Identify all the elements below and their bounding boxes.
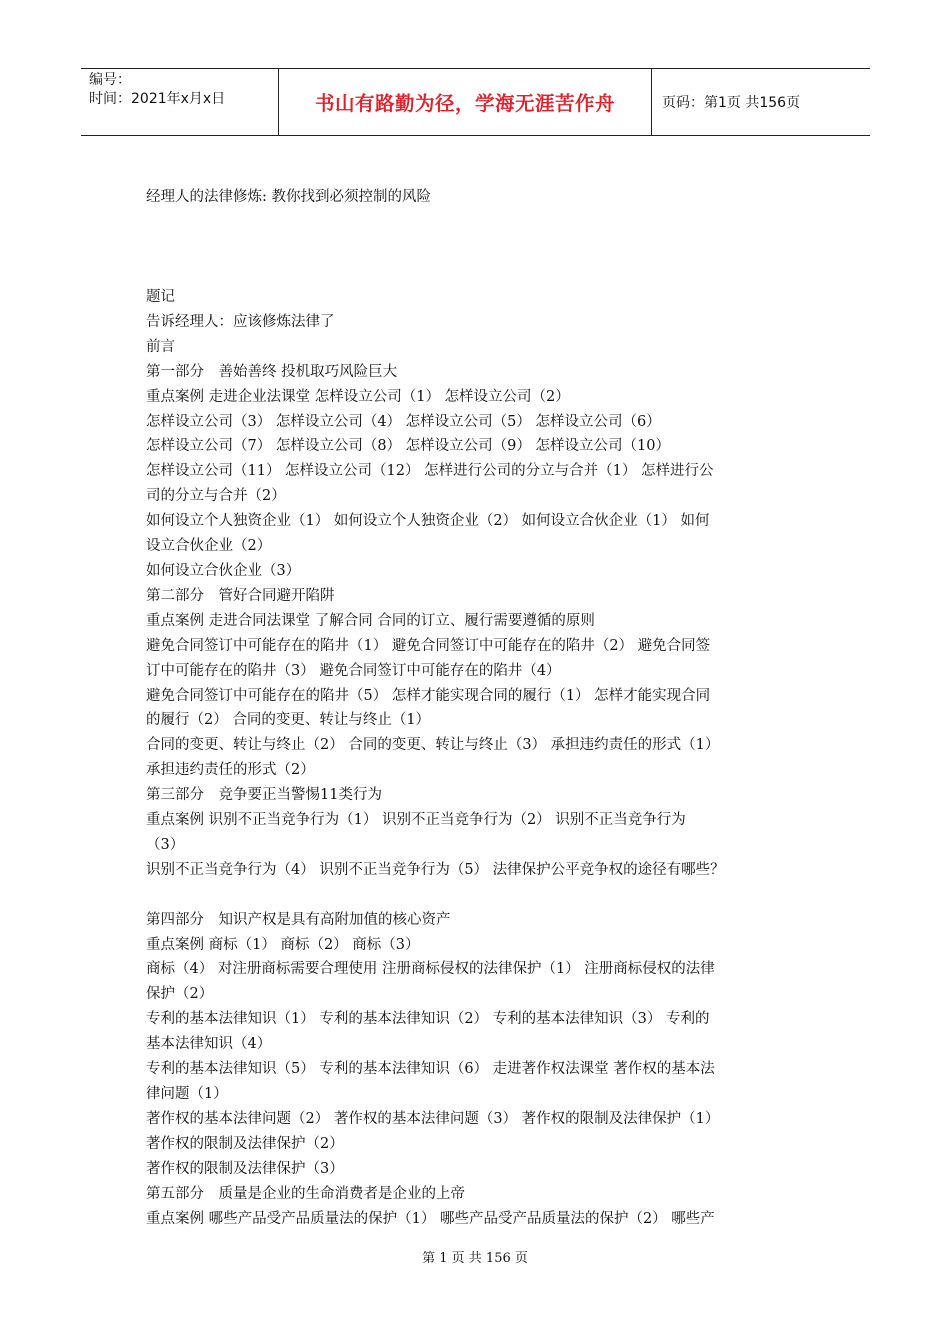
text-line: 著作权的基本法律问题（2） 著作权的基本法律问题（3） 著作权的限制及法律保护（1） — [146, 1110, 720, 1127]
text-line: 订中可能存在的陷井（3） 避免合同签订中可能存在的陷井（4） — [146, 662, 561, 679]
text-line: 专利的基本法律知识（1） 专利的基本法律知识（2） 专利的基本法律知识（3） 专利的 — [146, 1011, 710, 1028]
text-line: 律问题（1） — [146, 1085, 228, 1102]
document-title: 经理人的法律修炼: 教你找到必须控制的风险 — [146, 189, 431, 205]
text-line: 保护（2） — [146, 986, 214, 1003]
text-line: 合同的变更、转让与终止（2） 合同的变更、转让与终止（3） 承担违约责任的形式（1） — [146, 737, 720, 754]
text-line: 识别不正当竞争行为（4） 识别不正当竞争行为（5） 法律保护公平竞争权的途径有哪些？ — [146, 861, 725, 878]
text-line: 重点案例 识别不正当竞争行为（1） 识别不正当竞争行为（2） 识别不正当竞争行为 — [146, 812, 686, 829]
header-motto: 书山有路勤为径，学海无涯苦作舟 — [279, 69, 652, 135]
text-line: 重点案例 走进企业法课堂 怎样设立公司（1） 怎样设立公司（2） — [146, 388, 570, 405]
text-line: 第三部分 竞争要正当警惕11类行为 — [146, 787, 382, 804]
text-line: 第五部分 质量是企业的生命消费者是企业的上帝 — [146, 1185, 465, 1202]
text-line: 怎样设立公司（7） 怎样设立公司（8） 怎样设立公司（9） 怎样设立公司（10） — [146, 438, 670, 455]
text-line: 怎样设立公司（3） 怎样设立公司（4） 怎样设立公司（5） 怎样设立公司（6） — [146, 413, 661, 430]
document-body — [146, 285, 816, 1231]
header-page-info: 页码：第1页 共156页 — [662, 95, 801, 111]
header-meta — [81, 69, 279, 135]
text-line: 基本法律知识（4） — [146, 1036, 272, 1053]
text-line: 第二部分 管好合同避开陷阱 — [146, 587, 335, 604]
text-line: 著作权的限制及法律保护（3） — [146, 1160, 344, 1177]
text-line: 承担违约责任的形式（2） — [146, 762, 315, 779]
text-line: 告诉经理人：应该修炼法律了 — [146, 313, 335, 330]
text-line: 第一部分 善始善终 投机取巧风险巨大 — [146, 363, 398, 380]
text-line: 如何设立个人独资企业（1） 如何设立个人独资企业（2） 如何设立合伙企业（1） 如何 — [146, 513, 710, 530]
text-line: 题记 — [146, 289, 175, 305]
page-footer: 第 1 页 共 156 页 — [422, 1251, 528, 1266]
text-line: 的履行（2） 合同的变更、转让与终止（1） — [146, 712, 431, 729]
number-label: 编号： — [89, 72, 131, 88]
text-line: 第四部分 知识产权是具有高附加值的核心资产 — [146, 911, 451, 928]
text-line: 重点案例 商标（1） 商标（2） 商标（3） — [146, 936, 420, 953]
text-line: 司的分立与合并（2） — [146, 488, 286, 505]
text-line: 商标（4） 对注册商标需要合理使用 注册商标侵权的法律保护（1） 注册商标侵权的法律 — [146, 961, 715, 978]
text-line: 设立合伙企业（2） — [146, 538, 272, 555]
date-label: 时间：2021年x月x日 — [89, 91, 226, 107]
text-line: （3） — [146, 836, 185, 853]
text-line: 前言 — [146, 338, 175, 355]
text-line: 著作权的限制及法律保护（2） — [146, 1135, 344, 1152]
blank-line — [146, 883, 816, 908]
text-line: 重点案例 哪些产品受产品质量法的保护（1） 哪些产品受产品质量法的保护（2） 哪些产 — [146, 1210, 715, 1227]
page-header — [81, 68, 870, 136]
text-line: 专利的基本法律知识（5） 专利的基本法律知识（6） 走进著作权法课堂 著作权的基本法 — [146, 1061, 715, 1078]
text-line: 重点案例 走进合同法课堂 了解合同 合同的订立、履行需要遵循的原则 — [146, 612, 595, 629]
text-line: 如何设立合伙企业（3） — [146, 562, 301, 579]
text-line: 避免合同签订中可能存在的陷井（1） 避免合同签订中可能存在的陷井（2） 避免合同签 — [146, 637, 711, 654]
text-line: 避免合同签订中可能存在的陷井（5） 怎样才能实现合同的履行（1） 怎样才能实现合同 — [146, 687, 711, 704]
text-line: 怎样设立公司（11） 怎样设立公司（12） 怎样进行公司的分立与合并（1） 怎样进行公 — [146, 463, 714, 480]
